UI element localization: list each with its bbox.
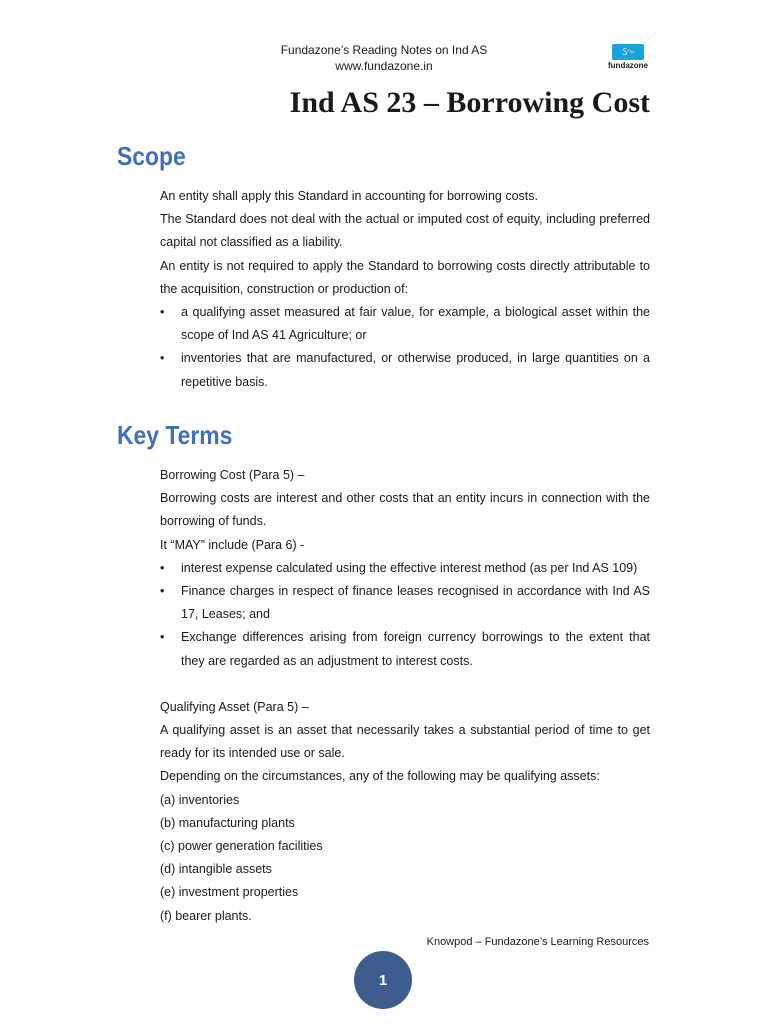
fundazone-logo	[605, 42, 651, 70]
list-item: • Exchange differences arising from foreign currency borrowings to the extent that they are regarded as an adjustment to interest costs.	[160, 626, 650, 672]
footer-note: Knowpod – Fundazone’s Learning Resources	[426, 936, 649, 948]
term-label: Borrowing Cost (Para 5) –	[160, 468, 305, 482]
document-title: Ind AS 23 – Borrowing Cost	[289, 86, 650, 119]
key-terms-body	[160, 464, 650, 928]
list-item: (a) inventories	[160, 792, 240, 807]
header-website: www.fundazone.in	[335, 59, 433, 73]
list-item: (d) intangible assets	[160, 862, 272, 877]
scope-paragraph: The Standard does not deal with the actual or imputed cost of equity, including preferred capital not classified as a liability.	[160, 212, 650, 250]
term-label: Qualifying Asset (Para 5) –	[160, 699, 309, 714]
term-definition: A qualifying asset is an asset that necessarily takes a substantial period of time to get ready for its intended use or sale.	[160, 723, 650, 761]
list-item: • interest expense calculated using the effective interest method (as per Ind AS 109)	[160, 557, 650, 580]
fundazone-logo-text: fundazone	[608, 61, 648, 70]
term-definition: Borrowing costs are interest and other costs that an entity incurs in connection with the borrowing of funds.	[160, 491, 650, 529]
fundazone-logo-icon: ઽ∿	[612, 44, 644, 60]
bullet-icon: •	[160, 630, 165, 645]
bullet-icon: •	[160, 305, 165, 320]
header-notes-title: Fundazone’s Reading Notes on Ind AS	[280, 43, 488, 57]
list-item: (f) bearer plants.	[160, 908, 252, 923]
borrowing-cost-bullet-list	[160, 557, 650, 673]
list-item: • Finance charges in respect of finance leases recognised in accordance with Ind AS 17, Leases; and	[160, 580, 650, 626]
list-item: (b) manufacturing plants	[160, 815, 295, 830]
bullet-icon: •	[160, 351, 165, 366]
key-terms-heading: Key Terms	[117, 420, 233, 450]
scope-bullet-list	[160, 301, 650, 394]
depending-line: Depending on the circumstances, any of the following may be qualifying assets:	[160, 769, 600, 784]
page-header	[0, 42, 768, 74]
list-item: (e) investment properties	[160, 885, 299, 900]
list-item: • inventories that are manufactured, or otherwise produced, in large quantities on a repetitive basis.	[160, 347, 650, 393]
bullet-icon: •	[160, 560, 165, 575]
scope-heading: Scope	[117, 141, 186, 171]
scope-paragraph: An entity is not required to apply the Standard to borrowing costs directly attributable to the acquisition, construction or production of:	[160, 258, 650, 296]
may-include-line: It “MAY” include (Para 6) -	[160, 537, 305, 552]
list-item: • a qualifying asset measured at fair value, for example, a biological asset within the scope of Ind AS 41 Agriculture; or	[160, 301, 650, 347]
scope-paragraph: An entity shall apply this Standard in accounting for borrowing costs.	[160, 189, 538, 203]
scope-body	[160, 185, 650, 394]
list-item: (c) power generation facilities	[160, 839, 323, 854]
page-number-badge: 1	[354, 951, 412, 1009]
bullet-icon: •	[160, 584, 165, 599]
